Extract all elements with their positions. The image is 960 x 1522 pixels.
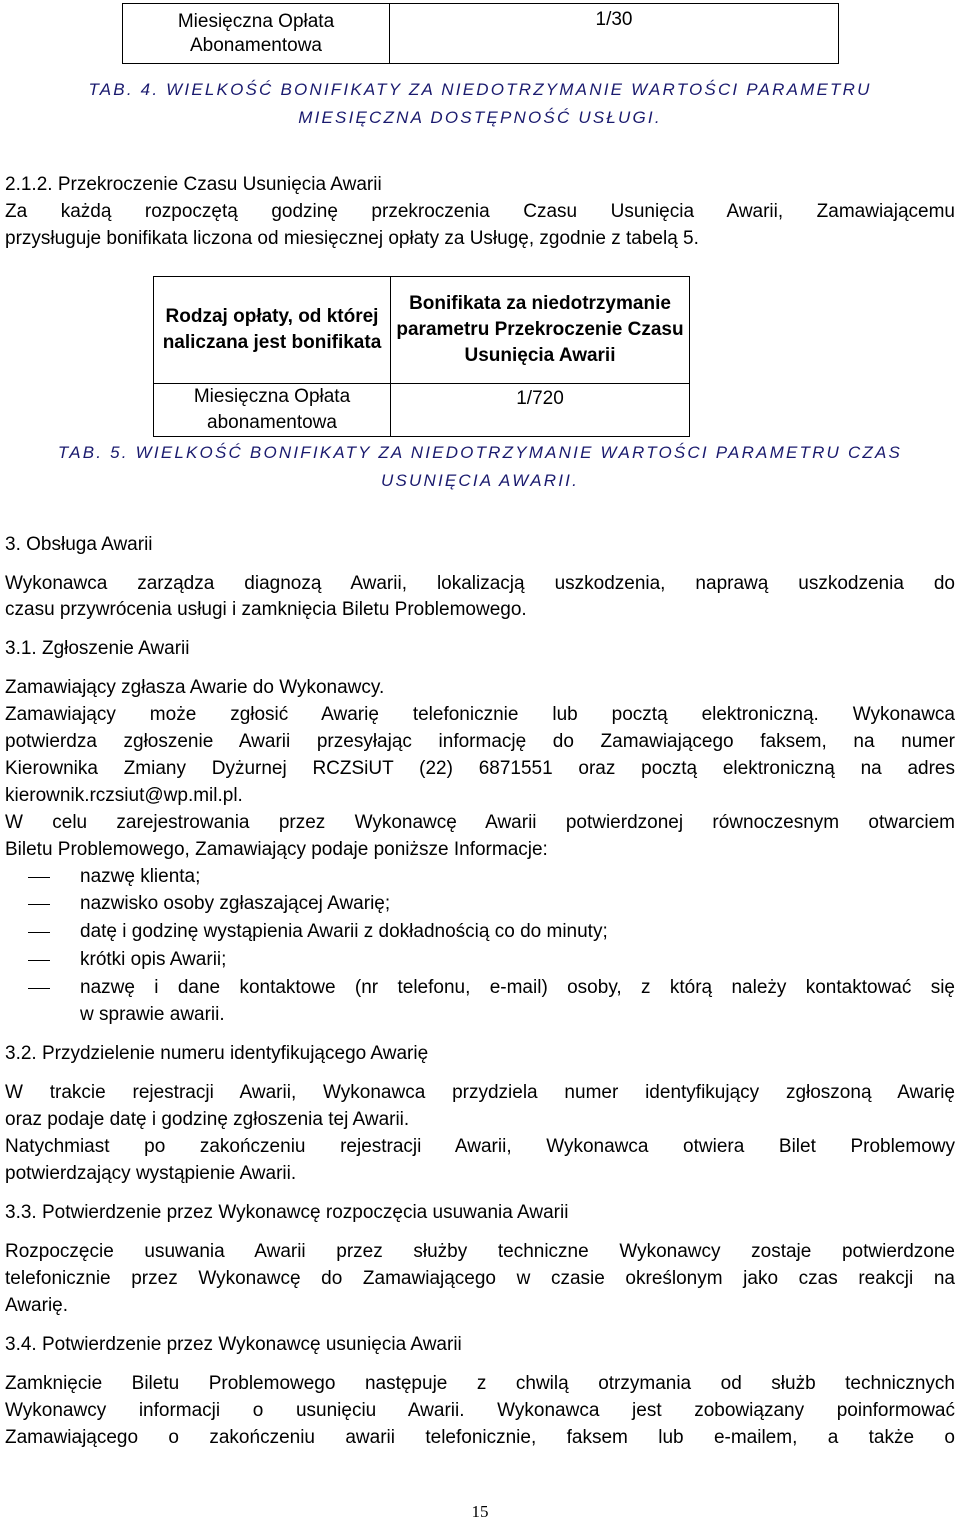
section-3-2-line-4: potwierdzający wystąpienie Awarii. xyxy=(5,1163,297,1184)
table-5-caption xyxy=(0,439,960,495)
section-2-1-2-line-1: Za każdą rozpoczętą godzinę przekroczenia Czasu Usunięcia Awarii, Zamawiającemu xyxy=(5,201,955,222)
bullet-dash xyxy=(28,877,50,878)
section-3-heading: 3. Obsługa Awarii xyxy=(5,534,153,555)
section-3-1-line-1: Zamawiający zgłasza Awarie do Wykonawcy. xyxy=(5,677,385,698)
table-4-caption xyxy=(0,76,960,132)
section-3-3-line-3: Awarię. xyxy=(5,1295,69,1316)
table-4 xyxy=(122,3,839,64)
section-3-1-line-5: kierownik.rczsiut@wp.mil.pl. xyxy=(5,785,243,806)
section-3-line-1: Wykonawca zarządza diagnozą Awarii, lokalizacją uszkodzenia, naprawą uszkodzenia do xyxy=(5,573,955,594)
bullet-item-continuation: w sprawie awarii. xyxy=(80,1004,225,1025)
section-3-3-line-1: Rozpoczęcie usuwania Awarii przez służby techniczne Wykonawcy zostaje potwierdzone xyxy=(5,1241,955,1262)
section-3-4-line-1: Zamknięcie Biletu Problemowego następuje z chwilą otrzymania od służb technicznych xyxy=(5,1373,955,1394)
section-3-2-heading: 3.2. Przydzielenie numeru identyfikującego Awarię xyxy=(5,1043,429,1064)
section-3-1-heading: 3.1. Zgłoszenie Awarii xyxy=(5,638,190,659)
section-3-2-line-3: Natychmiast po zakończeniu rejestracji Awarii, Wykonawca otwiera Bilet Problemowy xyxy=(5,1136,955,1157)
table-5-caption-line-2: USUNIĘCIA AWARII. xyxy=(381,471,579,490)
table-5-row-value: 1/720 xyxy=(391,384,690,437)
page-number: 15 xyxy=(471,1502,489,1521)
section-3-line-2: czasu przywrócenia usługi i zamknięcia Biletu Problemowego. xyxy=(5,599,527,620)
table-4-row-value: 1/30 xyxy=(390,4,839,64)
bullet-item: datę i godzinę wystąpienia Awarii z dokładnością co do minuty; xyxy=(80,921,608,942)
section-3-4-line-3: Zamawiającego o zakończeniu awarii telefonicznie, faksem lub e-mailem, a także o xyxy=(5,1427,955,1448)
section-3-1-line-4: Kierownika Zmiany Dyżurnej RCZSiUT (22) 6871551 oraz pocztą elektroniczną na adres xyxy=(5,758,955,779)
table-5-header-right: Bonifikata za niedotrzymanie parametru Przekroczenie Czasu Usunięcia Awarii xyxy=(391,277,690,384)
table-5-row-label: Miesięczna Opłata abonamentowa xyxy=(154,384,391,437)
bullet-item: nazwę klienta; xyxy=(80,866,201,887)
section-3-2-line-2: oraz podaje datę i godzinę zgłoszenia tej Awarii. xyxy=(5,1109,410,1130)
section-3-3-line-2: telefonicznie przez Wykonawcę do Zamawiającego w czasie określonym jako czas reakcji na xyxy=(5,1268,955,1289)
section-2-1-2-heading: 2.1.2. Przekroczenie Czasu Usunięcia Awarii xyxy=(5,174,382,195)
section-3-1-line-7: Biletu Problemowego, Zamawiający podaje poniższe Informacje: xyxy=(5,839,548,860)
table-5 xyxy=(153,276,690,437)
table-4-caption-line-2: MIESIĘCZNA DOSTĘPNOŚĆ USŁUGI. xyxy=(298,108,662,127)
section-3-1-line-3: potwierdza zgłoszenie Awarii przesyłając informację do Zamawiającego faksem, na numer xyxy=(5,731,955,752)
section-3-4-line-2: Wykonawcy informacji o usunięciu Awarii. Wykonawca jest zobowiązany poinformować xyxy=(5,1400,955,1421)
bullet-dash xyxy=(28,904,50,905)
bullet-dash xyxy=(28,988,50,989)
table-5-header-left: Rodzaj opłaty, od której naliczana jest bonifikata xyxy=(154,277,391,384)
table-4-row-label: Miesięczna Opłata Abonamentowa xyxy=(123,4,390,64)
bullet-item: krótki opis Awarii; xyxy=(80,949,227,970)
section-3-1-line-6: W celu zarejestrowania przez Wykonawcę Awarii potwierdzonej równoczesnym otwarciem xyxy=(5,812,955,833)
section-3-4-heading: 3.4. Potwierdzenie przez Wykonawcę usunięcia Awarii xyxy=(5,1334,462,1355)
table-5-caption-line-1: TAB. 5. WIELKOŚĆ BONIFIKATY ZA NIEDOTRZYMANIE WARTOŚCI PARAMETRU CZAS xyxy=(57,443,903,462)
bullet-dash xyxy=(28,932,50,933)
section-3-1-line-2: Zamawiający może zgłosić Awarię telefonicznie lub pocztą elektroniczną. Wykonawca xyxy=(5,704,955,725)
bullet-item: nazwisko osoby zgłaszającej Awarię; xyxy=(80,893,391,914)
section-2-1-2-line-2: przysługuje bonifikata liczona od miesięcznej opłaty za Usługę, zgodnie z tabelą 5. xyxy=(5,228,699,249)
section-3-3-heading: 3.3. Potwierdzenie przez Wykonawcę rozpoczęcia usuwania Awarii xyxy=(5,1202,569,1223)
table-4-caption-line-1: TAB. 4. WIELKOŚĆ BONIFIKATY ZA NIEDOTRZYMANIE WARTOŚCI PARAMETRU xyxy=(88,80,872,99)
bullet-dash xyxy=(28,960,50,961)
bullet-item: nazwę i dane kontaktowe (nr telefonu, e-mail) osoby, z którą należy kontaktować się xyxy=(80,977,955,998)
section-3-2-line-1: W trakcie rejestracji Awarii, Wykonawca przydziela numer identyfikujący zgłoszoną Awarię xyxy=(5,1082,955,1103)
